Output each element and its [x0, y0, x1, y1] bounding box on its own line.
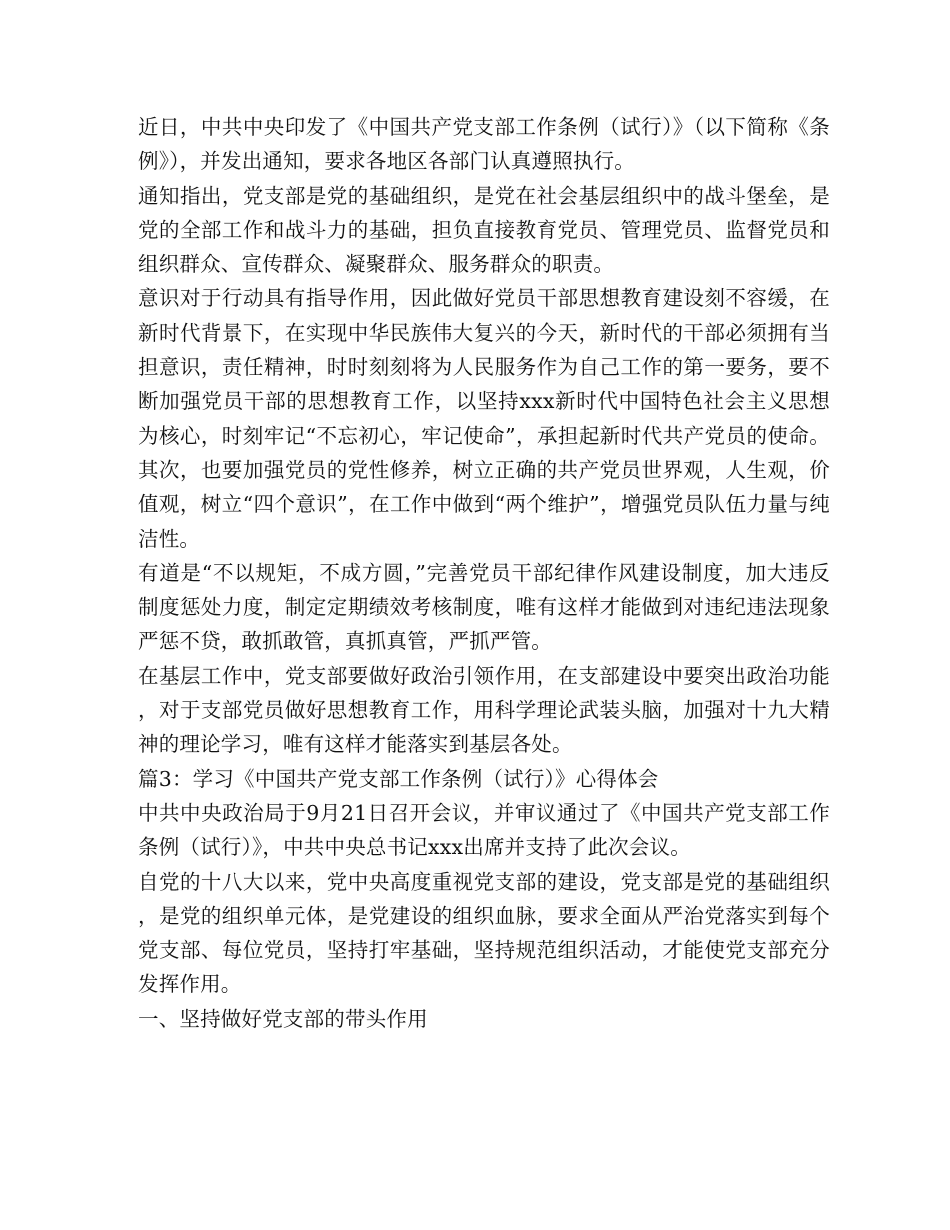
paragraph-notice: 通知指出，党支部是党的基础组织，是党在社会基层组织中的战斗堡垒，是党的全部工作和战斗力的基础，担负直接教育党员、管理党员、监督党员和组织群众、宣传群众、凝聚群众、服务群众的职责。	[138, 183, 830, 277]
paragraph-intro: 近日，中共中央印发了《中国共产党支部工作条例（试行）》（以下简称《条例》），并发出通知，要求各地区各部门认真遵照执行。	[138, 115, 830, 174]
paragraph-politburo-meeting: 中共中央政治局于9月21日召开会议，并审议通过了《中国共产党支部工作条例（试行）》，中共中央总书记xxx出席并支持了此次会议。	[138, 800, 830, 860]
document-body	[138, 110, 830, 1036]
paragraph-since-18th-congress: 自党的十八大以来，党中央高度重视党支部的建设，党支部是党的基础组织，是党的组织单元体，是党建设的组织血脉，要求全面从严治党落实到每个党支部、每位党员，坚持打牢基础，坚持规范组织活动，才能使党支部充分发挥作用。	[138, 869, 830, 997]
paragraph-discipline: 有道是“不以规矩，不成方圆，”完善党员干部纪律作风建设制度，加大违反制度惩处力度，制定定期绩效考核制度，唯有这样才能做到对违纪违法现象严惩不贷，敢抓敢管，真抓真管，严抓严管。	[138, 560, 830, 654]
paragraph-grassroots: 在基层工作中，党支部要做好政治引领作用，在支部建设中要突出政治功能，对于支部党员做好思想教育工作，用科学理论武装头脑，加强对十九大精神的理论学习，唯有这样才能落实到基层各处。	[138, 663, 830, 757]
section-heading-part3: 篇3：学习《中国共产党支部工作条例（试行）》心得体会	[138, 766, 659, 791]
subheading-leading-role: 一、坚持做好党支部的带头作用	[138, 1006, 428, 1031]
paragraph-awareness: 意识对于行动具有指导作用，因此做好党员干部思想教育建设刻不容缓，在新时代背景下，在实现中华民族伟大复兴的今天，新时代的干部必须拥有当担意识，责任精神，时时刻刻将为人民服务作为自己工作的第一要务，要不断加强党员干部的思想教育工作，以坚持xxx新时代中国特色社会主义思想为核心，时刻牢记“不忘初心，牢记使命”，承担起新时代共产党员的使命。其次，也要加强党员的党性修养，树立正确的共产党员世界观，人生观，价值观，树立“四个意识”，在工作中做到“两个维护”，增强党员队伍力量与纯洁性。	[138, 286, 830, 551]
